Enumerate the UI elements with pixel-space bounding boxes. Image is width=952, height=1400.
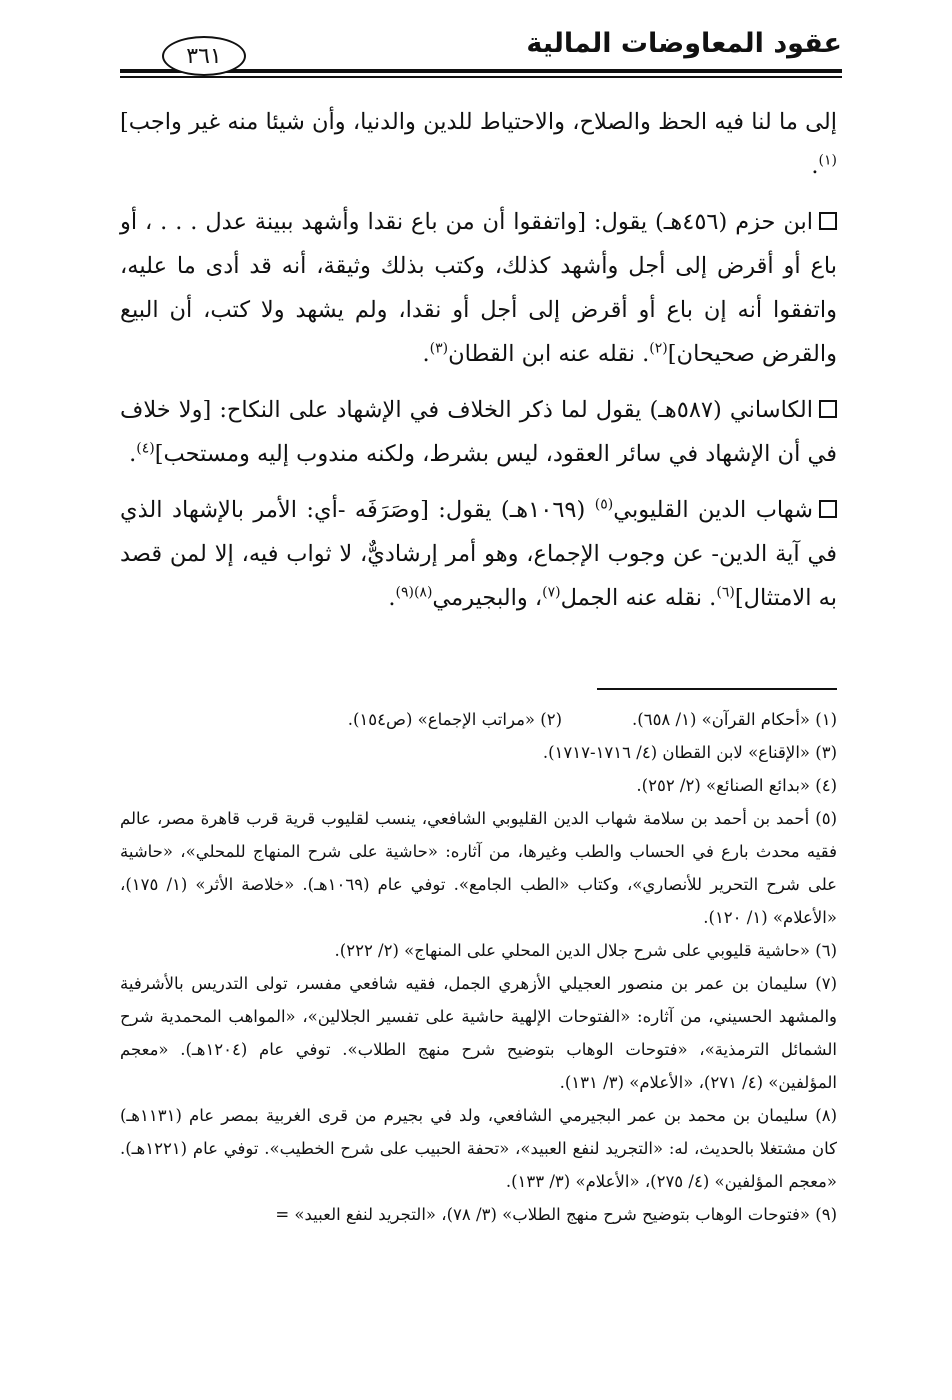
- footnote-2: (٢) «مراتب الإجماع» (ص١٥٤).: [347, 710, 563, 729]
- page-header: [120, 22, 842, 82]
- footnote-ref-6: (٦): [716, 584, 735, 601]
- footnote-ref-7: (٧): [542, 584, 561, 601]
- square-bullet-icon: [819, 400, 837, 418]
- footnote-ref-8-9: (٨)(٩): [395, 584, 433, 601]
- footnote-7: (٧) سليمان بن عمر بن منصور العجيلي الأزهري الجمل، فقيه شافعي مفسر، تولى التدريس بالأشرفية والمشهد الحسيني، من آثاره: «الفتوحات الإلهية حاشية على تفسير الجلالين»، «المواهب المحمدية شرح الشمائل الترمذية»، «فتوحات الوهاب بتوضيح شرح منهج الطلاب». توفي عام (١٢٠٤هـ). «معجم المؤلفين» (٤/ ٢٧١)، «الأعلام» (٣/ ١٣١).: [120, 974, 837, 1092]
- page-number: ٣٦١: [162, 36, 246, 76]
- paragraph-qalyubi: شهاب الدين القليوبي$^{(٥)}$ (١٠٦٩هـ) يقول: [وصَرَفَه -أي: الأمر بالإشهاد الذي في آية الدين- عن وجوب الإجماع، وهو أمر إرشاديٌّ، لا ثواب فيه، إلا لمن قصد به الامتثال]$^{(٦)}$. نقله عنه الجمل$^{(٧)}$، والبجيرمي$^{(٨)(٩)}$.: [120, 496, 837, 611]
- footnotes: [120, 703, 837, 1231]
- square-bullet-icon: [819, 500, 837, 518]
- footnote-3: (٣) «الإقناع» لابن القطان (٤/ ١٧١٦-١٧١٧).: [542, 743, 837, 762]
- paragraph-kasani: الكاساني (٥٨٧هـ) يقول لما ذكر الخلاف في الإشهاد على النكاح: [ولا خلاف في أن الإشهاد في سائر العقود، ليس بشرط، ولكنه مندوب إليه ومستحب]$^{(٤)}$.: [120, 397, 837, 467]
- footnote-ref-5: (٥): [594, 496, 614, 513]
- footnote-separator: [597, 688, 837, 690]
- footnote-8: (٨) سليمان بن محمد بن عمر البجيرمي الشافعي، ولد في بجيرم من قرى الغربية بمصر عام (١١٣١هـ) كان مشتغلا بالحديث، له: «التجريد لنفع العبيد»، «تحفة الحبيب على شرح الخطيب». توفي عام (١٢٢١هـ). «معجم المؤلفين» (٤/ ٢٧٥)، «الأعلام» (٣/ ١٣٣).: [120, 1106, 837, 1191]
- paragraph-ibn-hazm: ابن حزم (٤٥٦هـ) يقول: [واتفقوا أن من باع نقدا وأشهد ببينة عدل . . . ، أو باع أو أقرض إلى أجل وأشهد كذلك، وكتب بذلك وثيقة، أنه قد أدى ما عليه، واتفقوا أنه إن باع أو أقرض إلى أجل أو نقدا، ولم يشهد ولا كتب، أن البيع والقرض صحيحان]$^{(٢)}$. نقله عنه ابن القطان$^{(٣)}$.: [120, 209, 837, 367]
- running-title: عقود المعاوضات المالية: [526, 28, 842, 59]
- footnote-ref-3: (٣): [429, 340, 449, 357]
- footnote-4: (٤) «بدائع الصنائع» (٢/ ٢٥٢).: [636, 776, 837, 795]
- header-rule-thin: [120, 76, 842, 78]
- paragraph-1: إلى ما لنا فيه الحظ والصلاح، والاحتياط للدين والدنيا، وأن شيئا منه غير واجب]$^{(١)}$.: [120, 109, 837, 179]
- footnote-5: (٥) أحمد بن أحمد بن سلامة شهاب الدين القليوبي الشافعي، ينسب لقليوب قرية قرب قاهرة مصر، عالم فقيه محدث بارع في الحساب والطب وغيرها، من آثاره: «حاشية على شرح المنهاج للمحلي»، «حاشية على شرح التحرير للأنصاري»، وكتاب «الطب الجامع». توفي عام (١٠٦٩هـ). «خلاصة الأثر» (١/ ١٧٥)، «الأعلام» (١/ ١٢٠).: [120, 809, 838, 927]
- footnote-row-1-2: [120, 703, 837, 736]
- footnote-ref-4: (٤): [136, 440, 155, 457]
- footnote-6: (٦) «حاشية قليوبي على شرح جلال الدين المحلي على المنهاج» (٢/ ٢٢٢).: [334, 941, 837, 960]
- footnote-9: (٩) «فتوحات الوهاب بتوضيح شرح منهج الطلاب» (٣/ ٧٨)، «التجريد لنفع العبيد» =: [275, 1205, 837, 1224]
- square-bullet-icon: [819, 212, 837, 230]
- footnote-1: (١) «أحكام القرآن» (١/ ٦٥٨).: [632, 710, 837, 729]
- footnote-ref-2: (٢): [649, 340, 668, 357]
- footnote-ref-1: (١): [818, 152, 837, 169]
- main-text: [120, 100, 837, 632]
